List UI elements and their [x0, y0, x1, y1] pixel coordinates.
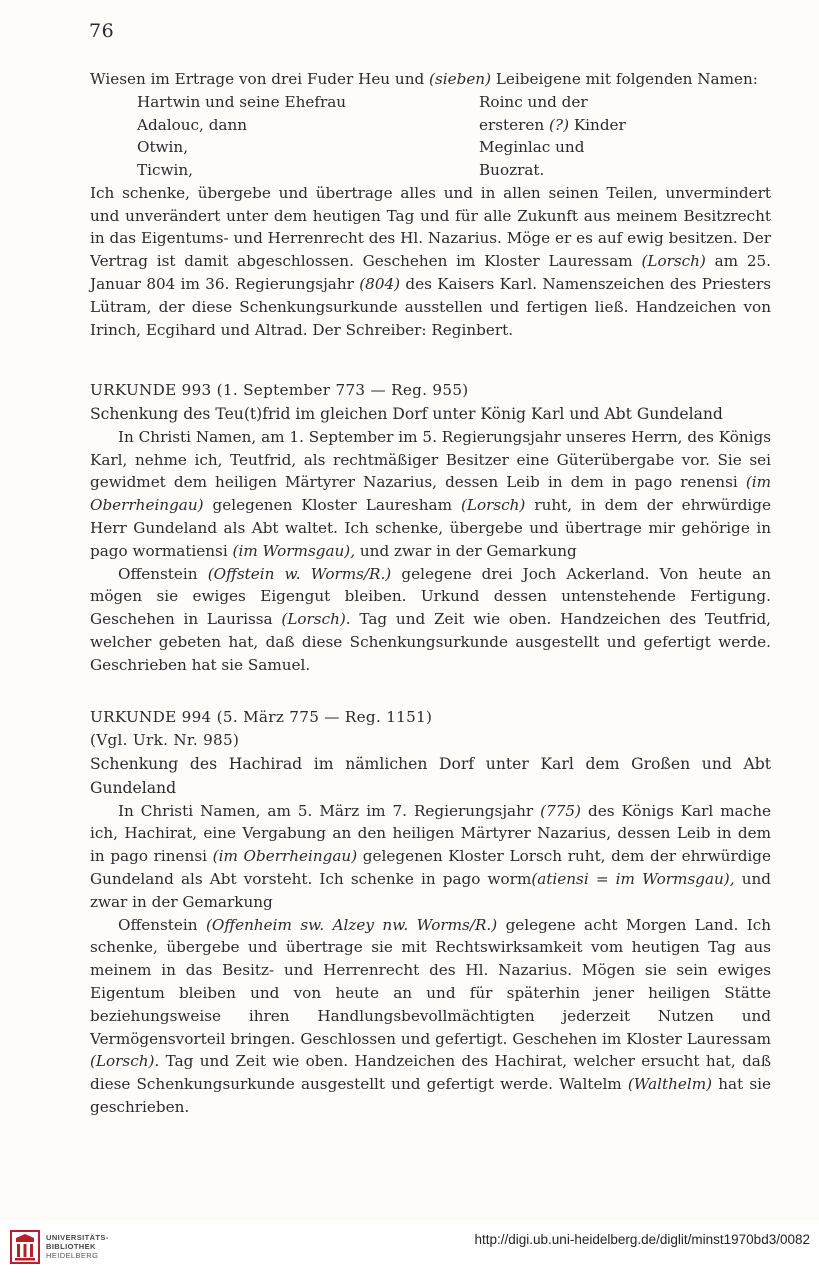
urkunde-993-paragraph-1: In Christi Namen, am 1. September im 5. Regierungsjahr unseres Herrn, des Königs Karl, nehme ich, Teutfrid, als rechtmäßiger Besitzer eine Güterübergabe vor. Sie sei gewidmet dem heiligen Märtyrer Nazarius, dessen Leib in dem in pago renensi (im Oberrheingau) gelegenen Kloster Lauresham (Lorsch) ruht, in dem der ehrwürdige Herr Gundeland als Abt waltet. Ich schenke, übergebe und übertrage mir gehörige in pago wormatiensi (im Wormsgau), und zwar in der Gemarkung	[90, 427, 771, 560]
library-name: UNIVERSITÄTS- BIBLIOTHEK HEIDELBERG	[46, 1233, 109, 1260]
footer-bar	[0, 1220, 819, 1273]
urkunde-993-section	[90, 379, 771, 677]
list-item: Meginlac und	[479, 138, 585, 157]
source-url-link[interactable]: http://digi.ub.uni-heidelberg.de/diglit/minst1970bd3/0082	[474, 1232, 810, 1247]
university-library-logo-icon	[10, 1230, 40, 1264]
list-item: Roinc und der	[479, 92, 588, 111]
names-left-column	[137, 91, 346, 182]
intro-first-line: Wiesen im Ertrage von drei Fuder Heu und (sieben) Leibeigene mit folgenden Namen:	[90, 70, 758, 88]
list-item: Buozrat.	[479, 161, 545, 180]
list-item: Ticwin,	[137, 161, 193, 180]
names-right-column	[479, 91, 626, 182]
list-item: Adalouc, dann	[137, 115, 248, 134]
names-list	[90, 91, 771, 182]
urkunde-994-heading: URKUNDE 994 (5. März 775 — Reg. 1151)	[90, 708, 433, 726]
urkunde-994-subheading: Schenkung des Hachirad im nämlichen Dorf unter Karl dem Großen und Abt Gundeland	[90, 754, 771, 797]
urkunde-994-section	[90, 706, 771, 1119]
list-item: ersteren (?) Kinder	[479, 115, 626, 134]
urkunde-994-reference: (Vgl. Urk. Nr. 985)	[90, 730, 240, 749]
intro-paragraph: Ich schenke, übergebe und übertrage alles und in allen seinen Teilen, unvermindert und unverändert unter dem heutigen Tag und für alle Zukunft aus meinem Besitzrecht in das Eigentums- und Herrenrecht des Hl. Nazarius. Möge er es auf ewig besitzen. Der Vertrag ist damit abgeschlossen. Geschehen im Kloster Lauressam (Lorsch) am 25. Januar 804 im 36. Regierungsjahr (804) des Kaisers Karl. Namenszeichen des Priesters Lütram, der diese Schenkungsurkunde ausstellen und fertigen ließ. Handzeichen von Irinch, Ecgihard und Altrad. Der Schreiber: Reginbert.	[90, 183, 772, 339]
urkunde-993-subheading: Schenkung des Teu(t)frid im gleichen Dorf unter König Karl und Abt Gundeland	[90, 404, 723, 423]
page-number: 76	[89, 20, 115, 42]
urkunde-994-paragraph-2: Offenstein (Offenheim sw. Alzey nw. Worms/R.) gelegene acht Morgen Land. Ich schenke, übergebe und übertrage sie mit Rechtswirksamkeit vom heutigen Tag aus meinem in das Besitz- und Herrenrecht des Hl. Nazarius. Mögen sie sein ewiges Eigentum bleiben und von heute an und für späterhin jener heiligen Stätte beziehungsweise ihren Handlungsbevollmächtigten jederzeit Nutzen und Vermögensvorteil bringen. Geschlossen und gefertigt. Geschehen im Kloster Lauressam (Lorsch). Tag und Zeit wie oben. Handzeichen des Hachirat, welcher ersucht hat, daß diese Schenkungsurkunde ausgestellt und gefertigt werde. Waltelm (Walthelm) hat sie geschrieben.	[90, 915, 771, 1116]
list-item: Hartwin und seine Ehefrau	[137, 92, 347, 111]
urkunde-994-paragraph-1: In Christi Namen, am 5. März im 7. Regierungsjahr (775) des Königs Karl mache ich, Hachirat, eine Vergabung an den heiligen Märtyrer Nazarius, dessen Leib in dem in pago rinensi (im Oberrheingau) gelegenen Kloster Lorsch ruht, dem der ehrwürdige Gundeland als Abt vorsteht. Ich schenke in pago worm(atiensi = im Wormsgau), und zwar in der Gemarkung	[90, 801, 771, 911]
list-item: Otwin,	[137, 138, 189, 157]
intro-block	[90, 68, 771, 341]
urkunde-993-paragraph-2: Offenstein (Offstein w. Worms/R.) gelegene drei Joch Ackerland. Von heute an mögen sie ewiges Eigengut bleiben. Urkund dessen untenstehende Fertigung. Geschehen in Laurissa (Lorsch). Tag und Zeit wie oben. Handzeichen des Teutfrid, welcher gebeten hat, daß diese Schenkungsurkunde ausgestellt und gefertigt werde. Geschrieben hat sie Samuel.	[90, 564, 771, 674]
urkunde-993-heading: URKUNDE 993 (1. September 773 — Reg. 955)	[90, 381, 469, 399]
